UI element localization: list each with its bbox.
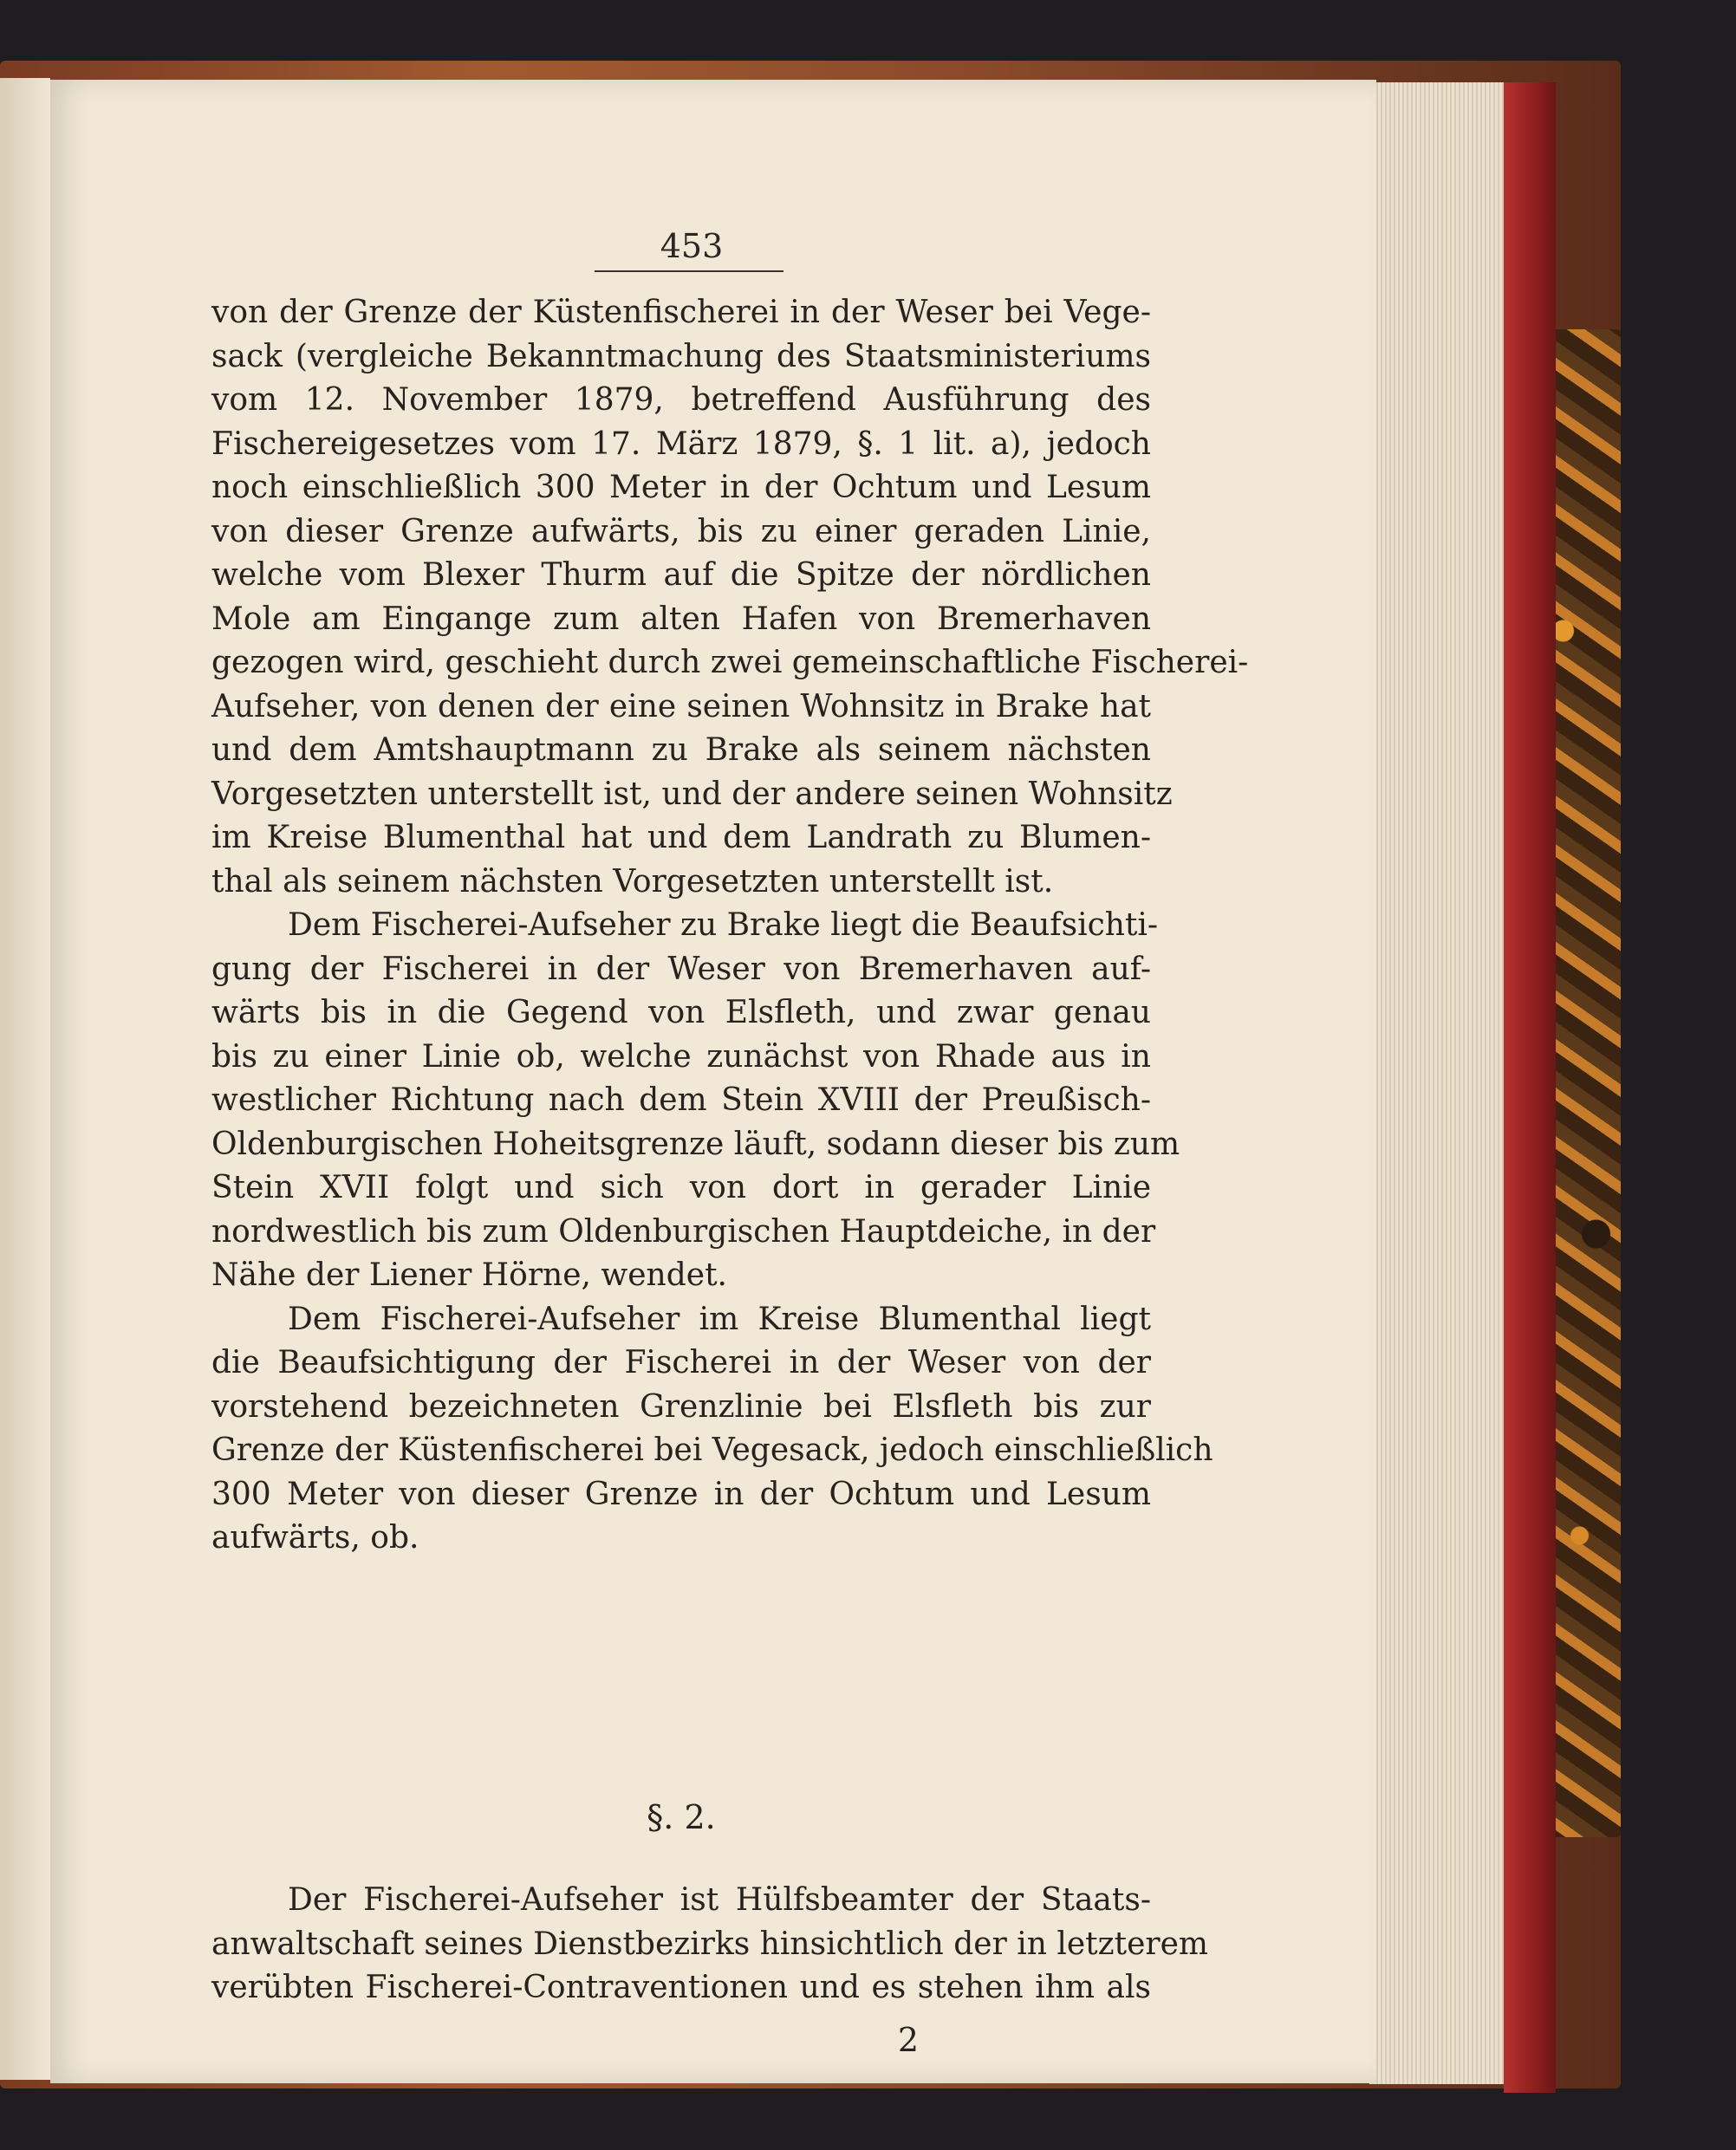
text-line: Vorgesetzten unterstellt ist, und der andere seinen Wohnsitz xyxy=(211,776,1173,812)
paragraph-1 xyxy=(211,291,1249,904)
text-line: wärts bis in die Gegend von Elsfleth, und zwar genau xyxy=(211,995,1151,1030)
section-paragraph xyxy=(211,1879,1209,2010)
text-line: von dieser Grenze aufwärts, bis zu einer geraden Linie, xyxy=(211,513,1151,549)
text-line: die Beaufsichtigung der Fischerei in der Weser von der xyxy=(211,1345,1151,1380)
text-line: vorstehend bezeichneten Grenzlinie bei Elsfleth bis zur xyxy=(211,1388,1151,1425)
paragraph-3 xyxy=(211,1298,1213,1561)
text-line: bis zu einer Linie ob, welche zunächst von Rhade aus in xyxy=(211,1038,1151,1075)
text-line: nordwestlich bis zum Oldenburgischen Hauptdeiche, in der xyxy=(211,1213,1156,1250)
left-page-edge xyxy=(0,78,50,2080)
text-line: und dem Amtshauptmann zu Brake als seinem nächsten xyxy=(211,732,1151,768)
section-heading: §. 2. xyxy=(647,1798,716,1836)
text-line: im Kreise Blumenthal hat und dem Landrath zu Blumen- xyxy=(211,820,1151,855)
text-line: gezogen wird, geschieht durch zwei gemeinschaftliche Fischerei- xyxy=(211,645,1249,680)
text-line: Grenze der Küstenfischerei bei Vegesack, jedoch einschließlich xyxy=(211,1432,1213,1468)
text-line: Mole am Eingange zum alten Hafen von Bremerhaven xyxy=(211,601,1151,637)
text-line: Aufseher, von denen der eine seinen Wohnsitz in Brake hat xyxy=(211,688,1151,724)
text-line: anwaltschaft seines Dienstbezirks hinsichtlich der in letzterem xyxy=(211,1926,1209,1962)
text-line: Oldenburgischen Hoheitsgrenze läuft, sodann dieser bis zum xyxy=(211,1126,1180,1162)
body-text xyxy=(211,291,1249,1561)
red-page-edge xyxy=(1504,82,1556,2093)
header-rule xyxy=(595,270,783,272)
text-line: noch einschließlich 300 Meter in der Ochtum und Lesum xyxy=(211,470,1151,505)
text-line: Der Fischerei-Aufseher ist Hülfsbeamter der Staats- xyxy=(288,1882,1151,1918)
text-line: verübten Fischerei-Contraventionen und es stehen ihm als xyxy=(211,1970,1151,2005)
text-line: thal als seinem nächsten Vorgesetzten unterstellt ist. xyxy=(211,863,1054,900)
signature-mark: 2 xyxy=(897,2021,920,2059)
text-line: Dem Fischerei-Aufseher im Kreise Blumenthal liegt xyxy=(288,1301,1151,1337)
text-line: sack (vergleiche Bekanntmachung des Staatsministeriums xyxy=(211,338,1151,374)
text-line: aufwärts, ob. xyxy=(211,1520,419,1556)
text-line: Stein XVII folgt und sich von dort in gerader Linie xyxy=(211,1170,1151,1205)
text-line: westlicher Richtung nach dem Stein XVIII der Preußisch- xyxy=(211,1082,1151,1118)
text-line: gung der Fischerei in der Weser von Bremerhaven auf- xyxy=(211,951,1151,987)
text-line: vom 12. November 1879, betreffend Ausführung des xyxy=(211,382,1151,418)
text-line: Dem Fischerei-Aufseher zu Brake liegt die Beaufsichti- xyxy=(288,907,1159,943)
page-number: 453 xyxy=(660,227,724,265)
text-line: von der Grenze der Küstenfischerei in der Weser bei Vege- xyxy=(211,295,1151,330)
text-line: Nähe der Liener Hörne, wendet. xyxy=(211,1257,727,1293)
text-line: welche vom Blexer Thurm auf die Spitze der nördlichen xyxy=(211,557,1151,593)
text-line: 300 Meter von dieser Grenze in der Ochtum und Lesum xyxy=(211,1476,1151,1512)
book-page xyxy=(50,80,1376,2083)
text-line: Fischereigesetzes vom 17. März 1879, §. 1 lit. a), jedoch xyxy=(211,425,1151,462)
paragraph-2 xyxy=(211,904,1180,1298)
